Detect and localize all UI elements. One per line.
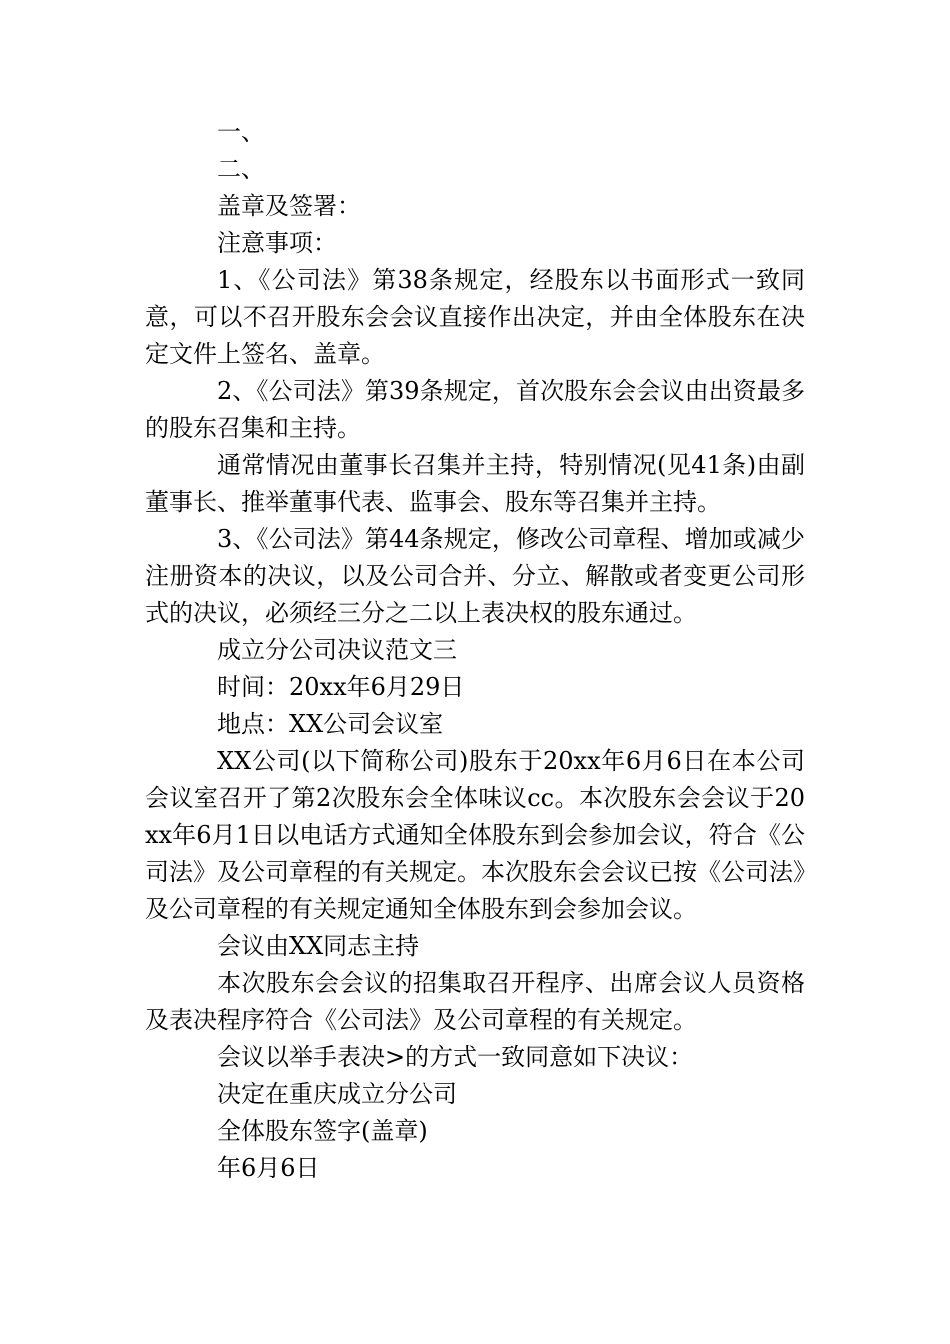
note-2-paragraph: 2、《公司法》第39条规定，首次股东会会议由出资最多的股东召集和主持。 [145, 377, 805, 442]
meeting-time: 时间：20xx年6月29日 [217, 673, 465, 701]
resolution-intro: 会议以举手表决>的方式一致同意如下决议： [217, 1043, 694, 1071]
date-line: 年6月6日 [217, 1154, 320, 1182]
shareholder-signature-line: 全体股东签字(盖章) [217, 1117, 428, 1145]
note-2-detail-paragraph: 通常情况由董事长召集并主持，特别情况(见41条)由副董事长、推举董事代表、监事会、股东等召集并主持。 [145, 451, 805, 516]
note-1-paragraph: 1、《公司法》第38条规定，经股东以书面形式一致同意，可以不召开股东会会议直接作出决定，并由全体股东在决定文件上签名、盖章。 [145, 266, 805, 368]
signature-heading: 盖章及签署： [217, 192, 361, 220]
notes-heading: 注意事项： [217, 229, 337, 257]
meeting-host: 会议由XX同志主持 [217, 932, 420, 960]
list-item-two: 二、 [217, 155, 265, 183]
resolution-item: 决定在重庆成立分公司 [217, 1080, 457, 1108]
meeting-location: 地点：XX公司会议室 [217, 710, 444, 738]
procedure-paragraph: 本次股东会会议的招集取召开程序、出席会议人员资格及表决程序符合《公司法》及公司章程的有关规定。 [145, 969, 805, 1034]
section-title: 成立分公司决议范文三 [217, 636, 457, 664]
list-item-one: 一、 [217, 118, 265, 146]
meeting-intro-paragraph: XX公司(以下简称公司)股东于20xx年6月6日在本公司会议室召开了第2次股东会全体味议cc。本次股东会会议于20xx年6月1日以电话方式通知全体股东到会参加会议，符合《公司法》及公司章程的有关规定。本次股东会会议已按《公司法》及公司章程的有关规定通知全体股东到会参加会议。 [145, 747, 805, 923]
note-3-paragraph: 3、《公司法》第44条规定，修改公司章程、增加或减少注册资本的决议，以及公司合并、分立、解散或者变更公司形式的决议，必须经三分之二以上表决权的股东通过。 [145, 525, 805, 627]
document-body [145, 114, 805, 1187]
